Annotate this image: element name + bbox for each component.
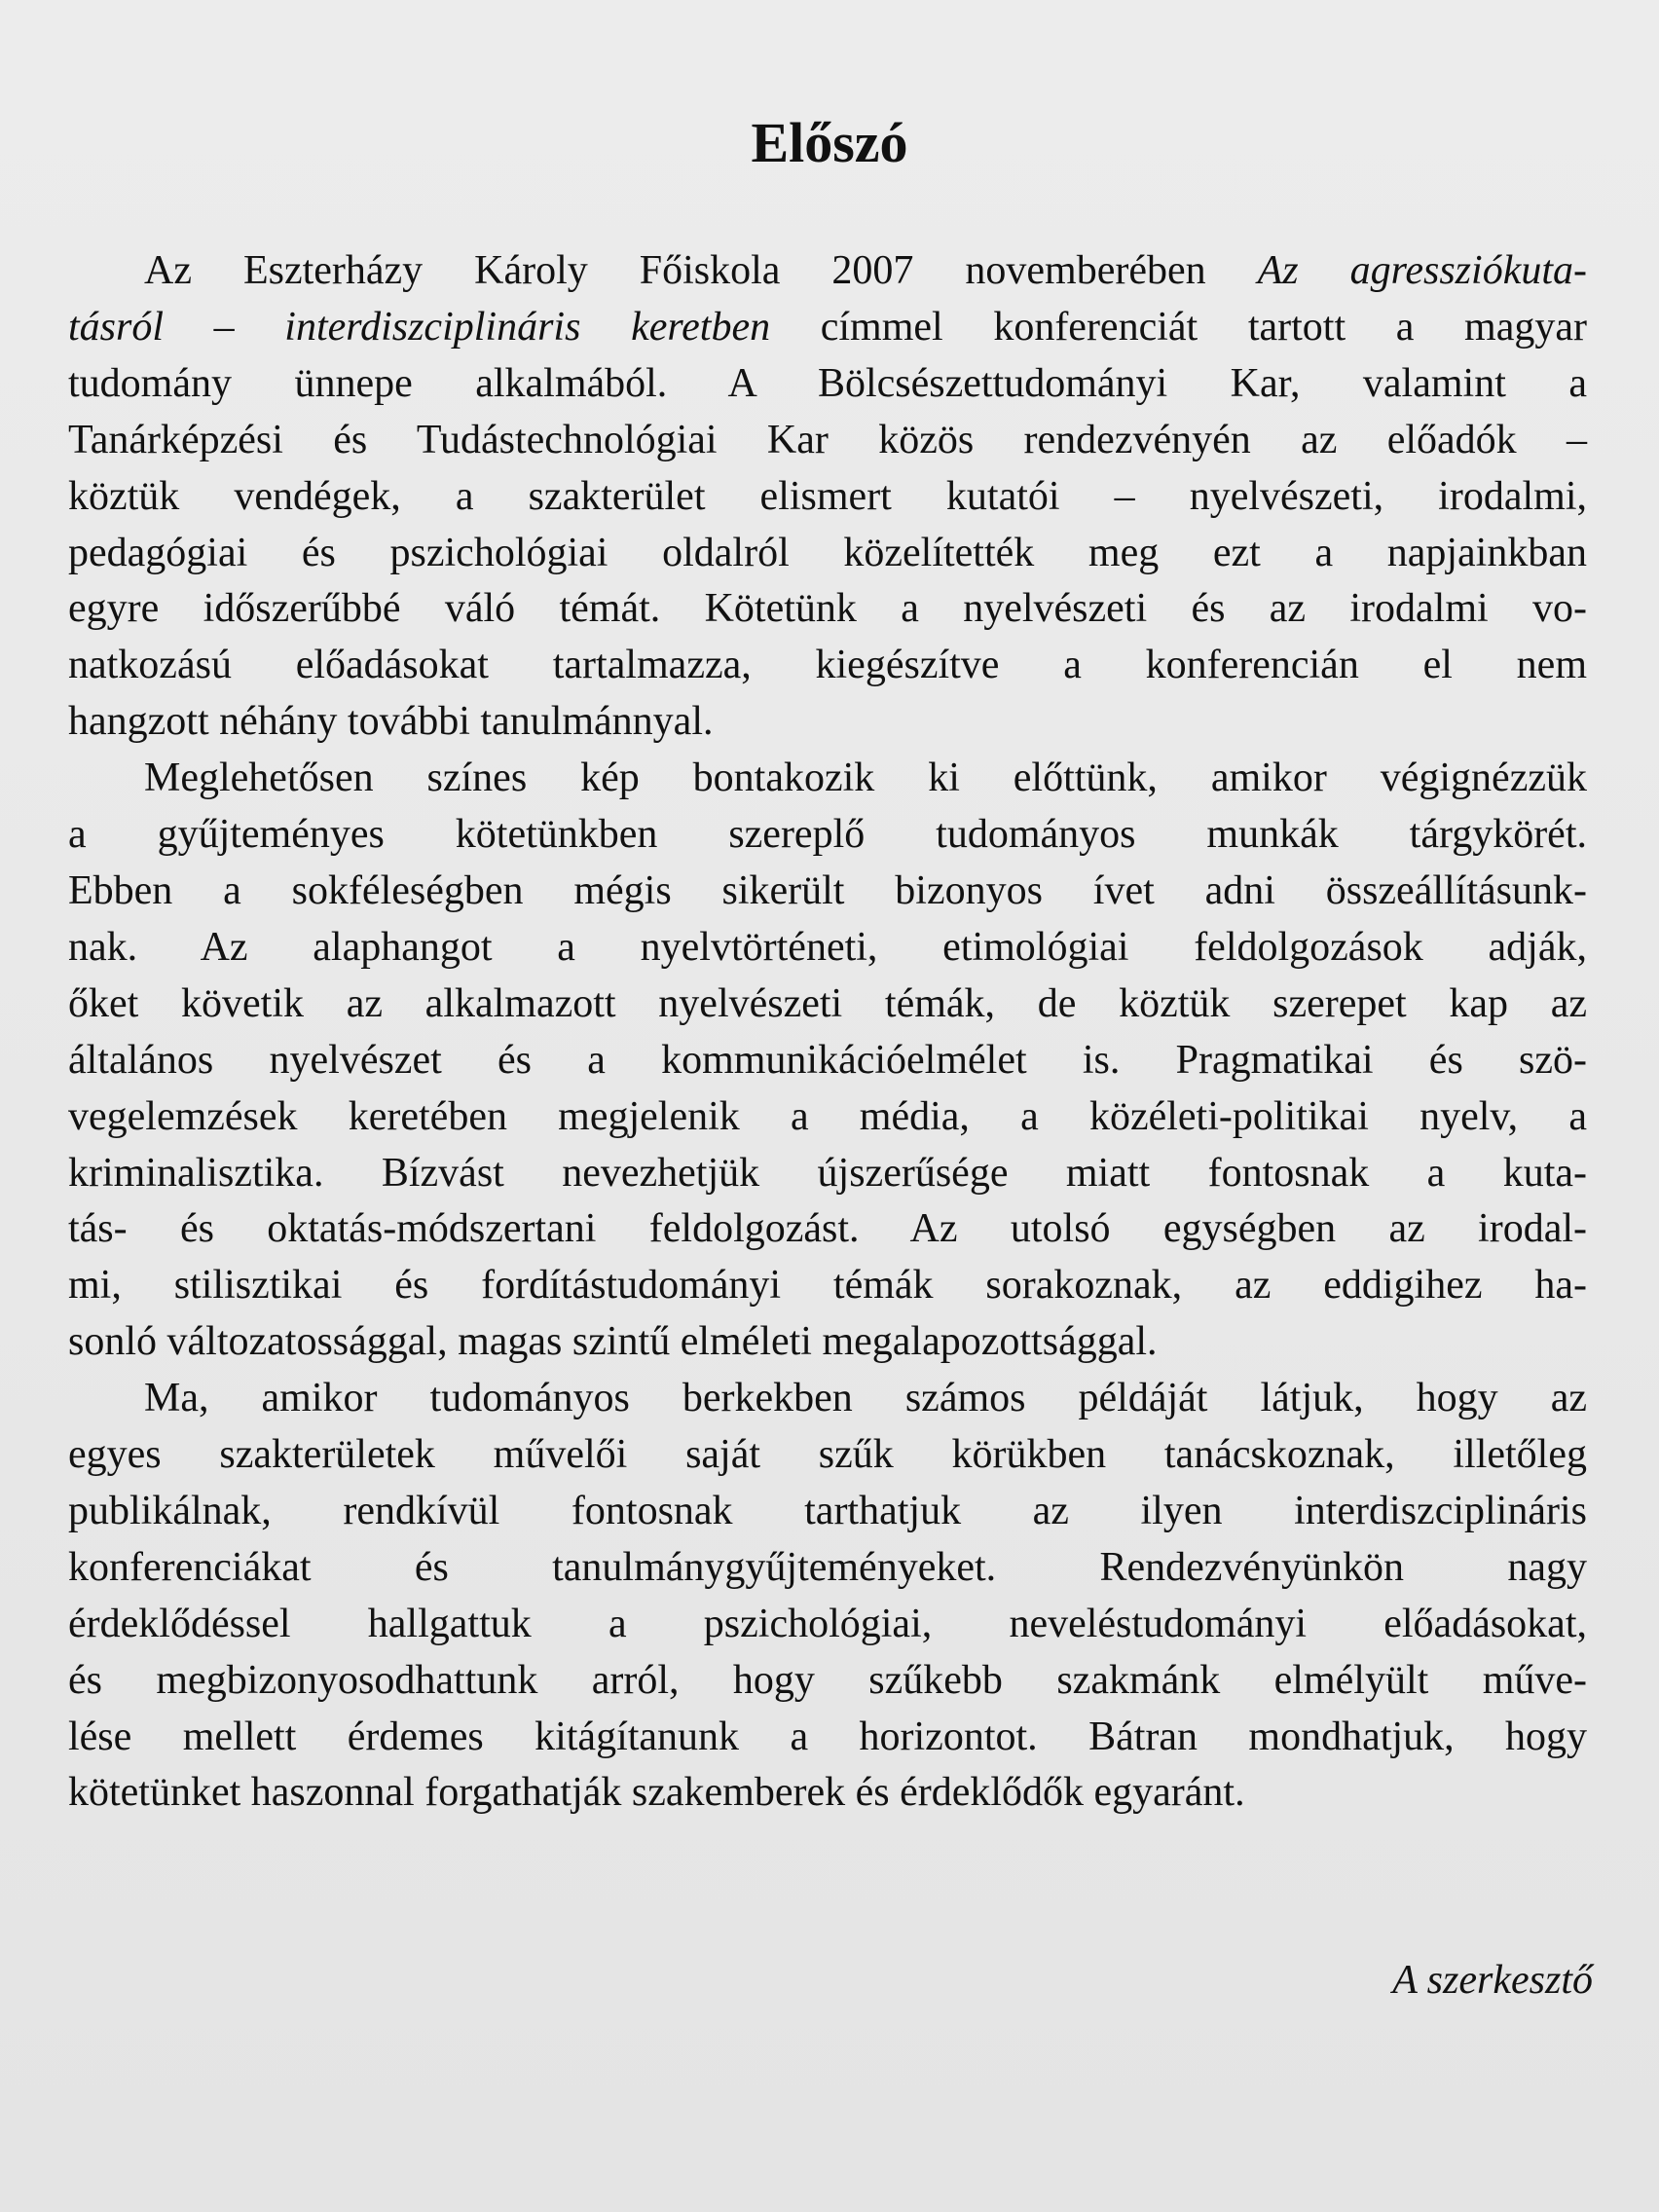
text-line: publikálnak, rendkívül fontosnak tarthatjuk az ilyen interdiszciplináris [68, 1488, 1587, 1533]
page-title: Előszó [751, 111, 908, 174]
paragraph-3 [68, 1371, 1587, 1822]
text-line: pedagógiai és pszichológiai oldalról közelítették meg ezt a napjainkban [68, 530, 1587, 575]
paragraph-2 [68, 751, 1587, 1371]
signature: A szerkesztő [1392, 1958, 1593, 2003]
paragraph-1 [68, 243, 1587, 751]
text-line: Az Eszterházy Károly Főiskola 2007 novemberében Az agressziókuta- [144, 248, 1587, 293]
text-line: érdeklődéssel hallgattuk a pszichológiai, neveléstudományi előadásokat, [68, 1601, 1587, 1646]
text-line: tudomány ünnepe alkalmából. A Bölcsészettudományi Kar, valamint a [68, 360, 1587, 406]
text-line: Ebben a sokféleségben mégis sikerült bizonyos ívet adni összeállításunk- [68, 867, 1587, 913]
text-line: Tanárképzési és Tudástechnológiai Kar közös rendezvényén az előadók – [68, 417, 1587, 462]
text-line: Ma, amikor tudományos berkekben számos példáját látjuk, hogy az [144, 1376, 1587, 1421]
text-line: tás- és oktatás-módszertani feldolgozást. Az utolsó egységben az irodal- [68, 1206, 1587, 1252]
text-line: Meglehetősen színes kép bontakozik ki előttünk, amikor végignézzük [144, 756, 1587, 801]
text-line: köztük vendégek, a szakterület elismert kutatói – nyelvészeti, irodalmi, [68, 473, 1587, 519]
text-line: sonló változatossággal, magas szintű elméleti megalapozottsággal. [68, 1319, 1158, 1365]
text-line: lése mellett érdemes kitágítanunk a horizontot. Bátran mondhatjuk, hogy [68, 1714, 1587, 1759]
text-line: egyes szakterületek művelői saját szűk körükben tanácskoznak, illetőleg [68, 1432, 1587, 1478]
text-line: kötetünket haszonnal forgathatják szakemberek és érdeklődők egyaránt. [68, 1770, 1245, 1816]
italic-title-part-1: Az agressziókuta- [1257, 248, 1587, 293]
text-line: tásról – interdiszciplináris keretben címmel konferenciát tartott a magyar [68, 304, 1587, 350]
text-line: natkozású előadásokat tartalmazza, kiegészítve a konferencián el nem [68, 643, 1587, 688]
italic-title-part-2: tásról – interdiszciplináris keretben [68, 304, 771, 350]
text-line: általános nyelvészet és a kommunikációelmélet is. Pragmatikai és szö- [68, 1037, 1587, 1083]
text-line: a gyűjteményes kötetünkben szereplő tudományos munkák tárgykörét. [68, 812, 1587, 858]
text-line: hangzott néhány további tanulmánnyal. [68, 699, 714, 745]
text-line: nak. Az alaphangot a nyelvtörténeti, etimológiai feldolgozások adják, [68, 924, 1587, 970]
text-line: őket követik az alkalmazott nyelvészeti témák, de köztük szerepet kap az [68, 980, 1587, 1026]
text-line: vegelemzések keretében megjelenik a média, a közéleti-politikai nyelv, a [68, 1093, 1587, 1139]
body-text [68, 243, 1587, 1822]
text-line: és megbizonyosodhattunk arról, hogy szűkebb szakmánk elmélyült műve- [68, 1657, 1587, 1703]
text-line: egyre időszerűbbé váló témát. Kötetünk a nyelvészeti és az irodalmi vo- [68, 586, 1587, 632]
text-line: kriminalisztika. Bízvást nevezhetjük újszerűsége miatt fontosnak a kuta- [68, 1150, 1587, 1196]
text-line: konferenciákat és tanulmánygyűjteményeket. Rendezvényünkön nagy [68, 1544, 1587, 1590]
text-line: mi, stilisztikai és fordítástudományi témák sorakoznak, az eddigihez ha- [68, 1263, 1587, 1309]
